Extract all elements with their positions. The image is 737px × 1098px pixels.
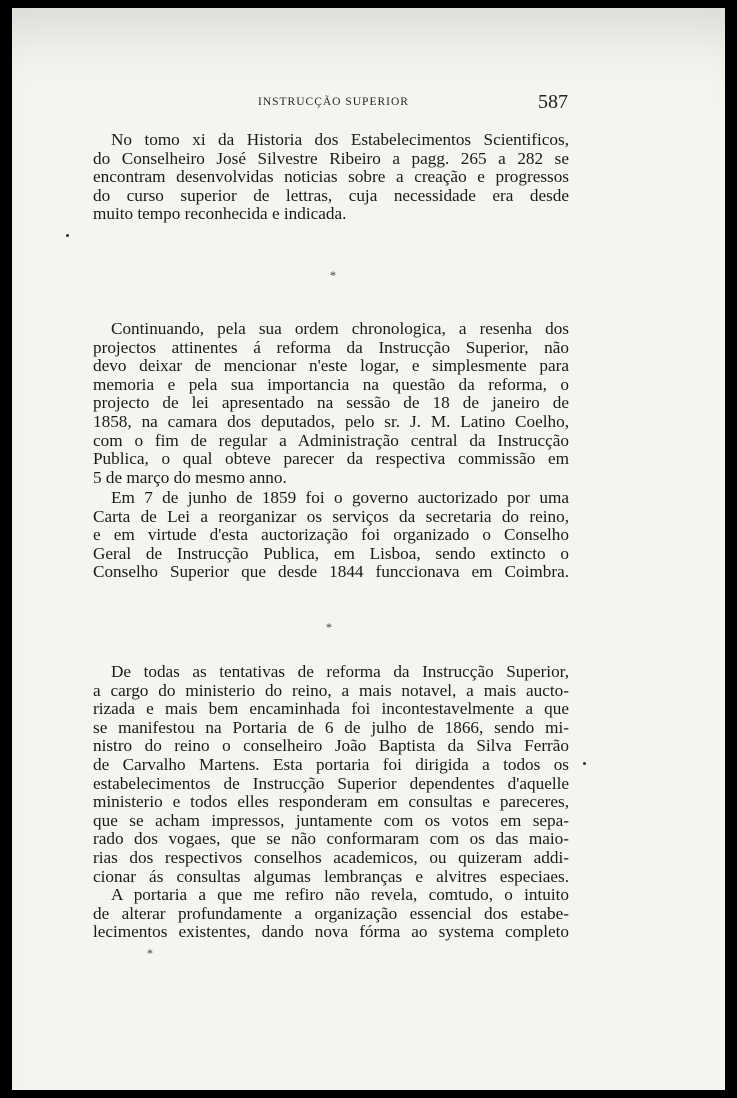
text-line: A portaria a que me refiro não revela, comtudo, o intuito [111, 885, 569, 904]
text-line: devo deixar de mencionar n'este logar, e simplesmente para [93, 356, 569, 376]
text-line: Geral de Instrucção Publica, em Lisboa, sendo extincto o [93, 543, 569, 563]
text-line: que se acham impressos, juntamente com os votos em sepa- [93, 810, 569, 830]
text-line: Continuando, pela sua ordem chronologica, a resenha dos [111, 319, 569, 338]
text-line: Carta de Lei a reorganizar os serviços da secretaria do reino, [93, 506, 569, 526]
text-line: projecto de lei apresentado na sessão de 18 de janeiro de [93, 393, 569, 413]
running-title: INSTRUCÇÃO SUPERIOR [258, 96, 409, 108]
text-line: 1858, na camara dos deputados, pelo sr. J. M. Latino Coelho, [93, 411, 569, 431]
text-line: memoria e pela sua importancia na questão da reforma, o [93, 374, 569, 394]
text-line: rado dos vogaes, que se não conformaram com os das maio- [93, 829, 569, 849]
text-line: De todas as tentativas de reforma da Instrucção Superior, [111, 662, 569, 681]
text-line: se manifestou na Portaria de 6 de julho de 1866, sendo mi- [93, 717, 569, 737]
text-line: projectos attinentes á reforma da Instrucção Superior, não [93, 337, 569, 357]
text-line: estabelecimentos de Instrucção Superior dependentes d'aquelle [93, 773, 569, 793]
page-header [0, 91, 737, 118]
section-separator: * [330, 268, 336, 282]
text-line: rias dos respectivos conselhos academicos, ou quizeram addi- [93, 847, 569, 867]
text-line: cionar ás consultas algumas lembranças e alvitres especiaes. [93, 866, 569, 886]
text-line: Publica, o qual obteve parecer da respectiva commissão em [93, 449, 569, 469]
text-line: ministerio e todos elles responderam em consultas e pareceres, [93, 792, 569, 812]
text-line: Em 7 de junho de 1859 foi o governo auctorizado por uma [111, 488, 569, 507]
page-number: 587 [538, 91, 568, 113]
text-line: de alterar profundamente a organização essencial dos estabe- [93, 903, 569, 923]
paragraph-3 [93, 489, 569, 582]
text-line: com o fim de regular a Administração central da Instrucção [93, 430, 569, 450]
paragraph-2 [93, 320, 569, 487]
paragraph-1 [93, 131, 569, 224]
paragraph-4 [93, 663, 569, 886]
text-line: lecimentos existentes, dando nova fórma ao systema completo [93, 922, 569, 942]
text-line: do curso superior de lettras, cuja necessidade era desde [93, 185, 569, 205]
ink-speck [583, 762, 586, 765]
text-line: muito tempo reconhecida e indicada. [93, 204, 347, 224]
paragraph-5 [93, 886, 569, 942]
section-separator: * [326, 620, 332, 634]
footer-mark: * [147, 946, 153, 960]
text-line: de Carvalho Martens. Esta portaria foi dirigida a todos os [93, 754, 569, 774]
text-line: encontram desenvolvidas noticias sobre a creação e progressos [93, 167, 569, 187]
text-line: Conselho Superior que desde 1844 funccionava em Coimbra. [93, 562, 569, 582]
text-line: No tomo xi da Historia dos Estabelecimentos Scientificos, [111, 130, 569, 149]
text-line: rizada e mais bem encaminhada foi incontestavelmente a que [93, 699, 569, 719]
text-line: do Conselheiro José Silvestre Ribeiro a pagg. 265 a 282 se [93, 148, 569, 168]
text-line: a cargo do ministerio do reino, a mais notavel, a mais aucto- [93, 680, 569, 700]
text-line: 5 de março do mesmo anno. [93, 467, 287, 487]
text-line: e em virtude d'esta auctorização foi organizado o Conselho [93, 525, 569, 545]
text-line: nistro do reino o conselheiro João Baptista da Silva Ferrão [93, 736, 569, 756]
ink-speck [66, 234, 69, 237]
